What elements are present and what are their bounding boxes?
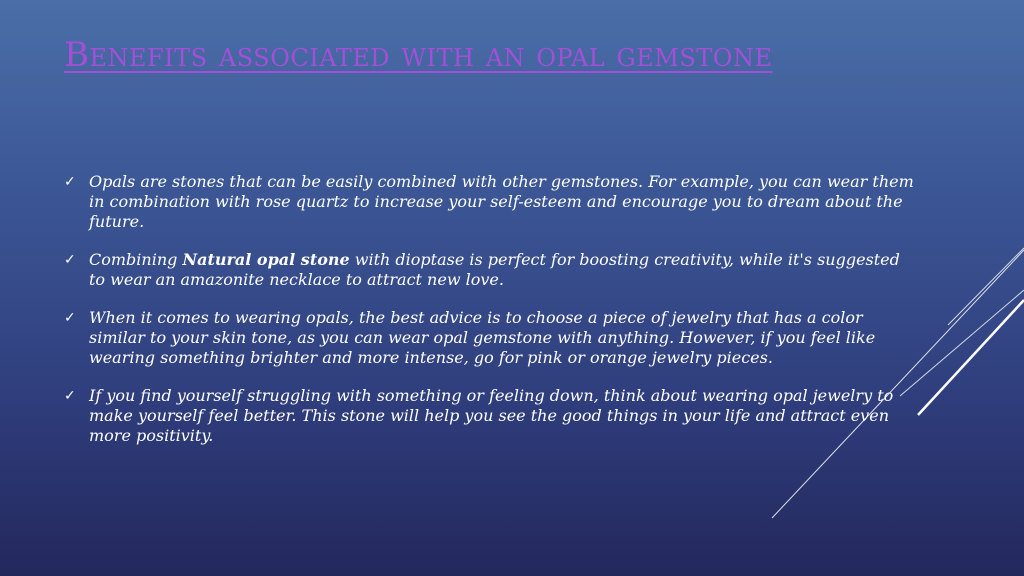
bullet-item (64, 172, 914, 232)
check-mark-icon: ✓ (64, 310, 76, 326)
bullet-list (64, 172, 914, 464)
check-mark-icon: ✓ (64, 388, 76, 404)
bullet-text: When it comes to wearing opals, the best advice is to choose a piece of jewelry that has a color similar to your skin tone, as you can wear opal gemstone with anything. However, if you feel like wearing something brighter and more intense, go for pink or orange jewelry pieces. (89, 308, 876, 367)
bullet-text-pre: Combining (89, 250, 183, 269)
check-mark-icon: ✓ (64, 174, 76, 190)
bullet-text: If you find yourself struggling with something or feeling down, think about wearing opal jewelry to make yourself feel better. This stone will help you see the good things in your life and attract even more positivity. (89, 386, 894, 445)
check-mark-icon: ✓ (64, 252, 76, 268)
bullet-item (64, 250, 914, 290)
bullet-item (64, 308, 914, 368)
natural-opal-stone-link[interactable]: Natural opal stone (182, 250, 350, 269)
bullet-text: Opals are stones that can be easily combined with other gemstones. For example, you can wear them in combination with rose quartz to increase your self-esteem and encourage you to dream about the future. (89, 172, 914, 231)
page-title: Benefits associated with an opal gemstone (64, 35, 773, 75)
bullet-text-post: with dioptase is perfect for boosting creativity, while it's suggested to wear an amazonite necklace to attract new love. (89, 250, 900, 289)
bullet-item (64, 386, 914, 446)
